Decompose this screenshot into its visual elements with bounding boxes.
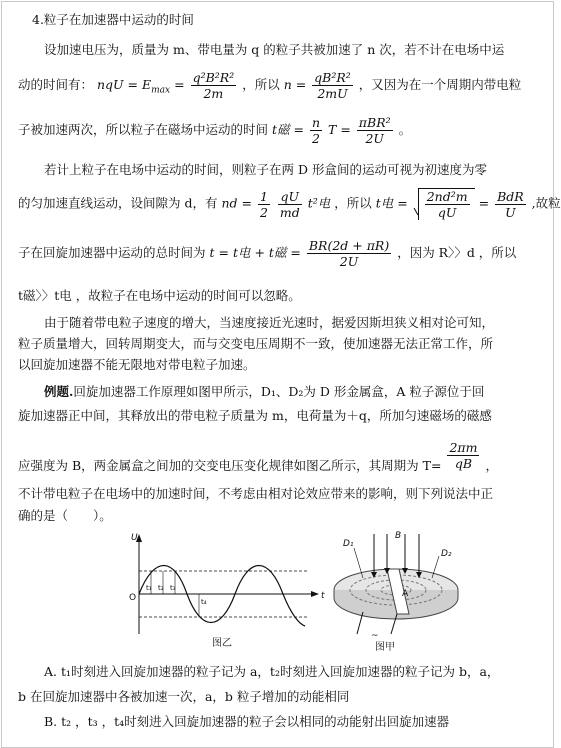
- fraction: $\frac{\text{q²B²R²}}{2m}$: [192, 70, 235, 101]
- paragraph-line-with-formula: 动的时间有： nqU = $E_{max}$ = $\frac{\text{q²B²R²}}{2m}$ ，所以 n = $\frac{\text{qB²R²}}{2mU}$ ，又因为在一个周期内带电粒: [18, 70, 522, 101]
- t-axis-arrow: [311, 591, 319, 597]
- paragraph-line: t磁〉〉t电 ，故粒子在电场中运动的时间可以忽略。: [18, 288, 301, 303]
- paragraph-line-with-formula: 的匀加速直线运动，设间隙为 d，有 nd = $\frac{1}{2}$ $\frac{qU}{md}$ t²电 ，所以 t电 = $\frac{\text{2nd²m}}{qU}$ = $\frac{\text{BdR}}{U}$ ,故粒: [18, 188, 561, 220]
- paragraph-line: 由于随着带电粒子速度的增大，当速度接近光速时，据爱因斯坦狭义相对论可知，: [44, 315, 495, 330]
- example-line: 确的是（ ）。: [18, 508, 112, 523]
- tick-label-t1: t₁: [146, 584, 152, 592]
- origin-label: O: [129, 593, 137, 603]
- paragraph-line: 设加速电压为，质量为 m、带电量为 q 的粒子共被加速了 n 次，若不计在电场中运: [44, 42, 505, 57]
- paragraph-line: 粒子质量增大，回转周期变大，而与交变电压周期不一致，使加速器无法正常工作，所: [18, 336, 494, 351]
- square-root: $\frac{\text{2nd²m}}{qU}$: [418, 188, 475, 220]
- tick-label-t2: t₂: [158, 584, 164, 592]
- axis-label-t: t: [321, 591, 325, 601]
- voltage-graph-figure: [119, 526, 504, 652]
- cyclotron-diagram: [334, 531, 458, 653]
- label-a: A: [402, 589, 409, 599]
- paragraph-line-with-formula: 子被加速两次，所以粒子在磁场中运动的时间 t磁 = $\frac{n}{2}$ T = $\frac{\text{πBR²}}{2U}$ 。: [18, 115, 412, 146]
- label-d2: D₂: [441, 549, 452, 559]
- paragraph-line: 若计上粒子在电场中运动的时间，则粒子在两 D 形盒间的运动可视为初速度为零: [44, 162, 487, 177]
- option-a-continued: b 在回旋加速器中各被加速一次，a，b 粒子增加的动能相同: [18, 689, 350, 704]
- example-line: 旋加速器正中间，其释放出的带电粒子质量为 m，电荷量为＋q，所加匀速磁场的磁感: [18, 408, 492, 423]
- formula-energy: nqU = $E_{max}$ =: [97, 77, 185, 96]
- paragraph-line: 以回旋加速器不能无限地对带电粒子加速。: [18, 357, 256, 372]
- axis-label-u: U: [131, 533, 138, 543]
- caption-yi: 图乙: [212, 638, 232, 649]
- tick-label-t4: t₄: [201, 598, 207, 606]
- option-b: B. t₂ ，t₃ ，t₄时刻进入回旋加速器的粒子会以相同的动能射出回旋加速器: [44, 714, 450, 729]
- example-line-with-formula: 应强度为 B，两金属盒之间加的交变电压变化规律如图乙所示，其周期为 T= $\frac{2\pi m}{qB}$ ，: [18, 440, 498, 473]
- figures: [119, 526, 504, 652]
- tick-label-t3: t₃: [170, 584, 176, 592]
- fraction: $\frac{\text{qB²R²}}{2mU}$: [314, 70, 351, 101]
- graph-yi: [129, 533, 325, 649]
- caption-jia: 图甲: [375, 642, 395, 653]
- section-heading: 4.粒子在加速器中运动的时间: [32, 12, 194, 27]
- option-a: A. t₁时刻进入回旋加速器的粒子记为 a，t₂时刻进入回旋加速器的粒子记为 b，a，: [44, 664, 500, 679]
- paragraph-line-with-formula: 子在回旋加速器中运动的总时间为 t = t电 + t磁 = $\frac{BR(2d + \pi R)}{2U}$ ，因为 R〉〉d ，所以: [18, 238, 517, 269]
- example-line: 例题.回旋加速器工作原理如图甲所示，D₁、D₂为 D 形金属盒，A 粒子源位于回: [44, 384, 485, 399]
- example-line: 不计带电粒子在电场中的加速时间，不考虑由相对论效应带来的影响，则下列说法中正: [18, 486, 494, 501]
- label-ac-source: ~: [371, 631, 379, 641]
- label-d1: D₁: [343, 539, 354, 549]
- label-b: B: [395, 531, 402, 541]
- example-label: 例题.: [44, 384, 74, 399]
